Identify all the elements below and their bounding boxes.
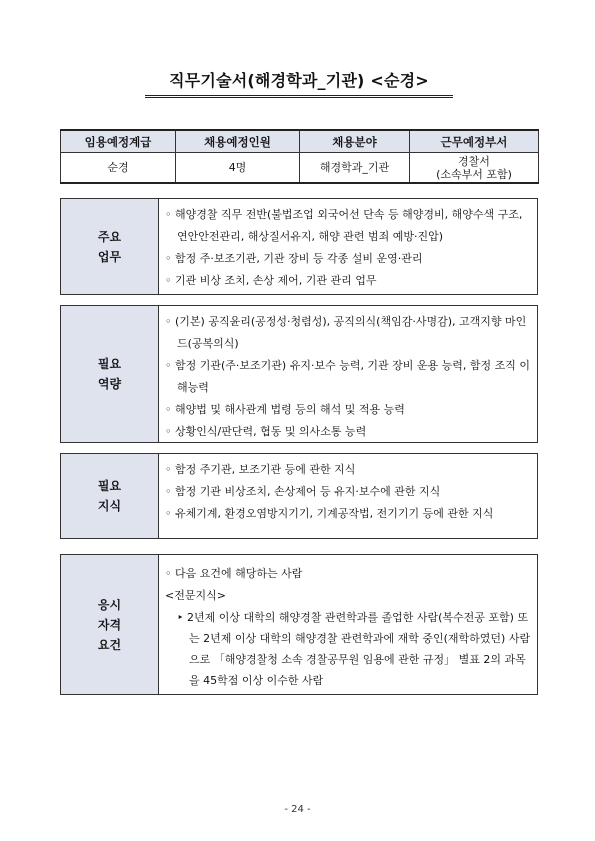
qualification-label-line1: 응시 [97, 597, 122, 612]
knowledge-section [60, 453, 538, 539]
value-department-line2: (소속부서 포함) [436, 167, 512, 181]
knowledge-label [61, 454, 159, 538]
knowledge-item: ◦ 함정 주기관, 보조기관 등에 관한 지식 [165, 463, 356, 476]
competency-item: ◦ 해양법 및 해사관계 법령 등의 해석 및 적용 능력 [165, 403, 405, 416]
competency-item: ◦ 상황인식/판단력, 협동 및 의사소통 능력 [165, 425, 367, 438]
duties-label-line2: 업무 [97, 249, 122, 264]
header-department: 근무예정부서 [410, 130, 539, 153]
header-headcount: 채용예정인원 [176, 130, 300, 153]
duties-section [60, 198, 538, 295]
competency-section [60, 305, 538, 443]
value-department-line1: 경찰서 [458, 154, 490, 168]
header-field: 채용분야 [300, 130, 410, 153]
header-rank: 임용예정계급 [61, 130, 176, 153]
knowledge-label-line1: 필요 [97, 479, 122, 493]
value-field: 해경학과_기관 [300, 153, 410, 184]
competency-label-line1: 필요 [97, 357, 122, 371]
title-underline [145, 95, 453, 98]
duties-item: ◦ 함정 주·보조기관, 기관 장비 등 각종 설비 운영·관리 [165, 252, 423, 265]
knowledge-item: ◦ 유체기계, 환경오염방지기기, 기계공작법, 전기기기 등에 관한 지식 [165, 507, 494, 520]
qualification-label-line3: 요건 [97, 637, 122, 652]
duties-content [159, 199, 537, 294]
duties-item: ◦ 해양경찰 직무 전반(불법조업 외국어선 단속 등 해양경비, 해양수색 구조, 연안안전관리, 해상질서유지, 해양 관련 범죄 예방·진압) [165, 208, 523, 243]
summary-table [60, 129, 539, 184]
knowledge-label-line2: 지식 [97, 499, 122, 513]
page-title: 직무기술서(해경학과_기관) <순경> [169, 71, 429, 90]
competency-label [61, 306, 159, 442]
competency-item: ◦ 함정 기관(주·보조기관) 유지·보수 능력, 기관 장비 운용 능력, 함정 조직 이해능력 [165, 359, 531, 394]
summary-header-row [61, 130, 539, 153]
title-block [145, 68, 453, 98]
competency-content [159, 306, 537, 442]
qualification-label [61, 555, 159, 694]
value-department [410, 153, 539, 184]
qualification-detail: ‣ 2년제 이상 대학의 해양경찰 관련학과를 졸업한 사람(복수전공 포함) 또는 2년제 이상 대학의 해양경찰 관련학과에 재학 중인(재학하였던) 사람으로 「해양경찰청 소속 경찰공무원 임용에 관한 규정」 별표 2의 과목을 45학점 이상 이수한 사람 [177, 611, 531, 687]
duties-label [61, 199, 159, 294]
qualification-content [159, 555, 537, 694]
competency-label-line2: 역량 [97, 377, 122, 391]
knowledge-item: ◦ 함정 기관 비상조치, 손상제어 등 유지·보수에 관한 지식 [165, 485, 441, 498]
value-rank: 순경 [61, 153, 176, 184]
qualification-subheading: <전문지식> [165, 589, 226, 602]
duties-item: ◦ 기관 비상 조치, 손상 제어, 기관 관리 업무 [165, 274, 377, 287]
knowledge-content [159, 454, 537, 538]
competency-item: ◦ (기본) 공직윤리(공정성·청렴성), 공직의식(책임감·사명감), 고객지향 마인드(공복의식) [165, 315, 527, 350]
value-headcount: 4명 [176, 153, 300, 184]
qualification-section [60, 554, 538, 695]
qualification-label-line2: 자격 [97, 617, 122, 632]
summary-value-row [61, 153, 539, 184]
duties-label-line1: 주요 [97, 229, 122, 244]
qualification-intro: ◦ 다음 요건에 해당하는 사람 [165, 567, 303, 580]
page-number: - 24 - [284, 804, 311, 815]
